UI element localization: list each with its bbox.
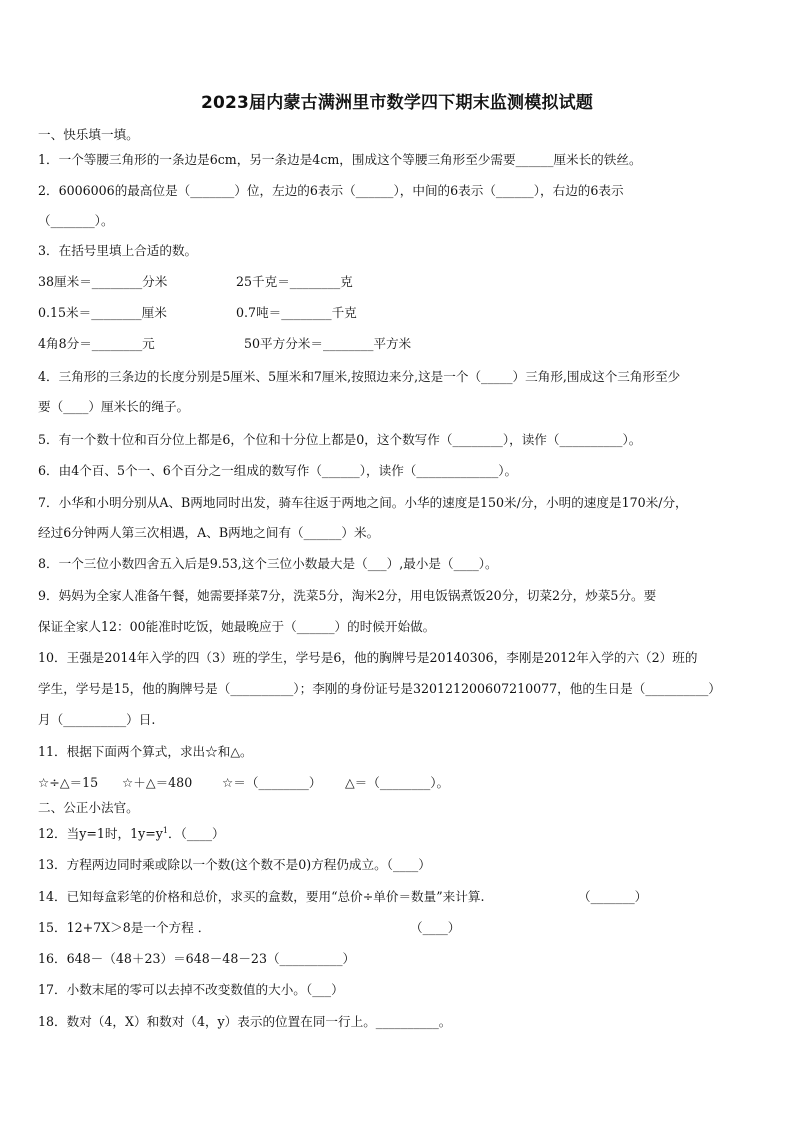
question-7-line-1: 7．小华和小明分别从A、B两地同时出发，骑车往返于两地之间。小华的速度是150米/分，小明的速度是170米/分， [38,495,688,510]
question-12-text: 12．当y=1时，1y=y [38,826,163,841]
question-5: 5．有一个数十位和百分位上都是6，个位和十分位上都是0，这个数写作（________），读作（__________）。 [38,432,642,447]
question-2-line-2: （_______）。 [38,213,114,228]
question-14: 14．已知每盒彩笔的价格和总价，求买的盒数，要用“总价÷单价＝数量”来计算. [38,889,485,904]
question-9-line-1: 9．妈妈为全家人准备午餐，她需要择菜7分，洗菜5分，淘米2分，用电饭锅煮饭20分，切菜2分，炒菜5分。要 [38,588,657,603]
question-14-answer: （_______） [578,889,648,904]
question-11-item: △＝（________）。 [345,775,450,790]
question-3-item: 50平方分米＝________平方米 [244,336,412,351]
question-4-line-1: 4．三角形的三条边的长度分别是5厘米、5厘米和7厘米,按照边来分,这是一个（_____）三角形,围成这个三角形至少 [38,369,681,384]
question-16: 16．648－（48＋23）＝648－48－23（__________） [38,951,356,966]
question-12-exponent: 1 [162,825,168,835]
question-4-line-2: 要（____）厘米长的绳子。 [38,399,190,414]
question-13: 13．方程两边同时乘或除以一个数(这个数不是0)方程仍成立。（____） [38,857,431,872]
question-11-item: ☆＋△＝480 [122,775,193,790]
section-heading-fill-in: 一、快乐填一填。 [38,127,139,142]
question-7-line-2: 经过6分钟两人第三次相遇，A、B两地之间有（______）米。 [38,525,380,540]
section-heading-true-false: 二、公正小法官。 [38,800,139,815]
question-12-answer: ．（____） [167,826,225,841]
question-8: 8．一个三位小数四舍五入后是9.53,这个三位小数最大是（___）,最小是（____）。 [38,556,498,571]
question-11: 11．根据下面两个算式，求出☆和△。 [38,744,253,759]
question-18: 18．数对（4，X）和数对（4，y）表示的位置在同一行上。__________。 [38,1014,452,1029]
question-3: 3．在括号里填上合适的数。 [38,243,198,258]
question-3-item: 38厘米＝________分米 [38,274,168,289]
question-11-item: ☆÷△＝15 [38,775,99,790]
question-3-item: 0.7吨＝________千克 [236,305,357,320]
question-15: 15．12+7X＞8是一个方程 ． [38,920,211,935]
question-3-item: 4角8分＝________元 [38,336,155,351]
question-3-item: 25千克＝________克 [236,274,353,289]
question-10-line-2: 学生，学号是15，他的胸牌号是（__________）；李刚的身份证号是320121200607210077，他的生日是（__________） [38,681,721,696]
question-15-answer: （____） [410,920,461,935]
question-10-line-1: 10．王强是2014年入学的四（3）班的学生，学号是6，他的胸牌号是20140306，李刚是2012年入学的六（2）班的 [38,650,698,665]
question-17: 17．小数末尾的零可以去掉不改变数值的大小。（___） [38,982,344,997]
question-3-item: 0.15米＝________厘米 [38,305,167,320]
question-12 [38,823,225,842]
question-6: 6．由4个百、5个一、6个百分之一组成的数写作（______），读作（_____________）。 [38,463,518,478]
question-1: 1．一个等腰三角形的一条边是6cm，另一条边是4cm，围成这个等腰三角形至少需要______厘米长的铁丝。 [38,152,642,167]
question-11-item: ☆＝（________） [222,775,322,790]
question-10-line-3: 月（__________）日. [38,712,156,727]
page-title: 2023届内蒙古满洲里市数学四下期末监测模拟试题 [200,93,594,113]
question-9-line-2: 保证全家人12：00能准时吃饭，她最晚应于（______）的时候开始做。 [38,619,436,634]
question-2-line-1: 2．6006006的最高位是（_______）位，左边的6表示（______），中间的6表示（______），右边的6表示 [38,183,624,198]
